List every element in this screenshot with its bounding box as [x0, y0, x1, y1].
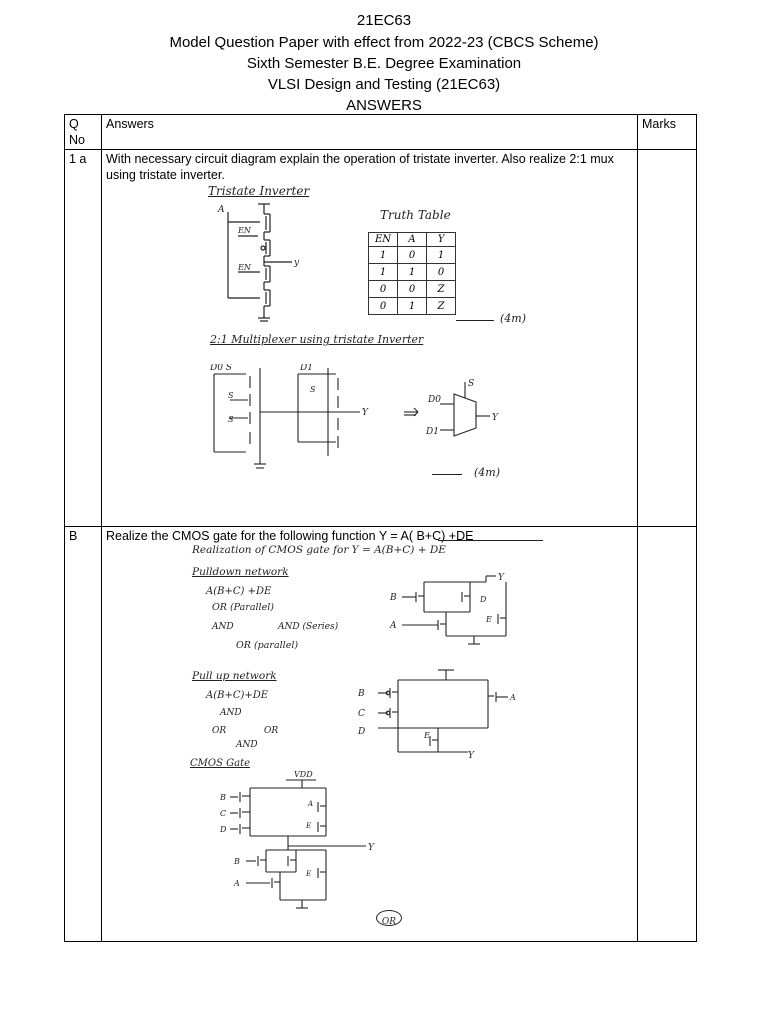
svg-text:C: C: [358, 709, 365, 719]
svg-text:C: C: [220, 809, 227, 818]
svg-text:B: B: [234, 857, 240, 866]
tt-cell: 0: [369, 281, 398, 298]
svg-text:E: E: [306, 822, 312, 830]
pulldown-heading: Pulldown network: [192, 566, 289, 578]
svg-text:S: S: [310, 385, 316, 394]
svg-text:Y: Y: [492, 413, 498, 423]
mux-schematic: [210, 364, 380, 474]
pd-and: AND: [212, 622, 234, 632]
svg-text:B: B: [220, 793, 226, 802]
answer-figure-cmos: [190, 540, 555, 927]
question-cell: With necessary circuit diagram explain the operation of tristate inverter. Also realize 2:1 mux using tristate inverter.: [102, 150, 638, 527]
header-answers: Answers: [102, 115, 638, 150]
pd-expression: A(B+C) +DE: [206, 586, 272, 597]
marks-dash: [432, 474, 462, 475]
tt-cell: 1: [369, 264, 398, 281]
figure-title: Realization of CMOS gate for Y = A(B+C) + DE: [192, 544, 446, 556]
tt-header: A: [398, 233, 427, 247]
doc-code: 21EC63: [356, 12, 412, 29]
svg-text:D1: D1: [300, 364, 313, 373]
truth-table: [368, 232, 456, 315]
svg-text:Y: Y: [368, 843, 374, 853]
vdd-label: VDD: [294, 770, 313, 779]
pu-and-2: AND: [236, 740, 258, 750]
tt-header: EN: [369, 233, 398, 247]
tt-header: Y: [427, 233, 456, 247]
svg-text:A: A: [510, 693, 516, 702]
table-header-row: [65, 115, 697, 150]
cmos-gate-heading: CMOS Gate: [190, 758, 251, 769]
question-text: Realize the CMOS gate for the following function Y = A( B+C) +DE: [106, 529, 474, 543]
doc-answers-label: ANSWERS: [346, 97, 422, 114]
svg-text:D: D: [358, 727, 366, 737]
marks-label-a: (4m): [500, 312, 527, 325]
truth-table-title: Truth Table: [380, 208, 451, 222]
svg-text:D: D: [480, 595, 487, 604]
svg-text:Y: Y: [468, 751, 474, 761]
svg-text:D: D: [220, 825, 227, 834]
svg-text:S: S: [228, 391, 234, 400]
tt-cell: Z: [427, 281, 456, 298]
svg-text:S: S: [228, 415, 234, 424]
pullup-heading: Pull up network: [192, 670, 277, 682]
or-mark-text: OR: [381, 917, 397, 927]
svg-text:E: E: [486, 615, 492, 624]
svg-text:A: A: [218, 205, 225, 215]
pu-or-1: OR: [212, 726, 227, 736]
svg-text:EN: EN: [238, 226, 251, 235]
svg-text:B: B: [358, 689, 365, 699]
pu-or-2: OR: [264, 726, 279, 736]
svg-text:A: A: [234, 879, 240, 888]
qno-cell: B: [65, 527, 102, 942]
svg-text:B: B: [390, 593, 397, 603]
tt-cell: Z: [427, 298, 456, 315]
doc-subject: VLSI Design and Testing (21EC63): [267, 76, 501, 93]
tt-cell: 0: [369, 298, 398, 315]
marks-cell: [638, 527, 697, 942]
tt-cell: 0: [427, 264, 456, 281]
svg-text:Y: Y: [498, 573, 504, 583]
svg-text:D0 S: D0 S: [210, 364, 232, 373]
tt-cell: 1: [398, 264, 427, 281]
overbar: [438, 540, 543, 541]
svg-text:E: E: [424, 731, 430, 740]
svg-text:D0: D0: [428, 395, 441, 405]
doc-title: Model Question Paper with effect from 2022-23 (CBCS Scheme): [169, 34, 599, 51]
tt-cell: 1: [398, 298, 427, 315]
pd-and-series: AND (Series): [278, 622, 339, 632]
tt-cell: 1: [369, 247, 398, 264]
figure-title: Tristate Inverter: [208, 184, 310, 198]
svg-text:E: E: [306, 870, 312, 878]
pd-or-parallel: OR (Parallel): [212, 602, 274, 613]
marks-cell: [638, 150, 697, 527]
svg-text:A: A: [308, 800, 314, 808]
cmos-gate-schematic: [216, 776, 406, 916]
or-mark: [376, 910, 402, 926]
svg-text:D1: D1: [426, 427, 439, 437]
marks-label-b: (4m): [474, 466, 501, 479]
pu-and: AND: [220, 708, 242, 718]
pullup-schematic: [358, 668, 538, 768]
svg-text:y: y: [294, 258, 300, 268]
pu-expression: A(B+C)+DE: [206, 690, 269, 701]
pd-or-parallel-2: OR (parallel): [236, 640, 299, 651]
svg-text:Y: Y: [362, 408, 368, 418]
svg-text:EN: EN: [238, 263, 251, 272]
qno-cell: 1 a: [65, 150, 102, 527]
tt-cell: 1: [427, 247, 456, 264]
header-qno: Q No: [65, 115, 102, 150]
tt-cell: 0: [398, 247, 427, 264]
marks-dash: [456, 320, 494, 321]
svg-text:S: S: [468, 379, 475, 389]
pulldown-schematic: [376, 572, 526, 652]
answer-figure-tristate: [200, 178, 545, 498]
tt-cell: 0: [398, 281, 427, 298]
tristate-inverter-schematic: [214, 202, 324, 332]
header-marks: Marks: [638, 115, 697, 150]
mux-symbol-icon: [396, 376, 516, 446]
mux-title: 2:1 Multiplexer using tristate Inverter: [210, 333, 424, 346]
svg-text:A: A: [390, 621, 397, 631]
doc-semester: Sixth Semester B.E. Degree Examination: [246, 55, 522, 72]
